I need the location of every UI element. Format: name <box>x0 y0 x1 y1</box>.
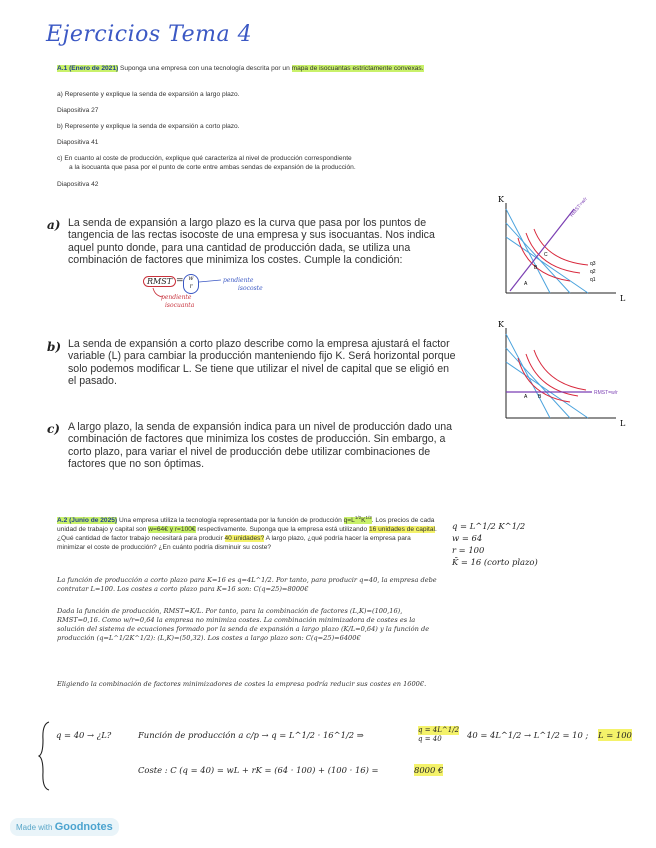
hand-result: 40 = 4L^1/2 → L^1/2 = 10 ; <box>467 730 589 740</box>
red-note-2: isocuanta <box>165 302 195 309</box>
answer-a-letter: a) <box>47 218 61 232</box>
point-a: A <box>524 394 528 400</box>
isocost-line <box>506 334 550 418</box>
point-b: B <box>534 265 538 271</box>
red-note-1: pendiente <box>161 294 192 301</box>
a1-label: A.1 (Enero de 2021) <box>57 65 119 72</box>
goodnotes-badge[interactable] <box>10 818 119 836</box>
q1-label: q1 <box>590 277 596 283</box>
isoquant-curve <box>534 229 588 265</box>
a2-units: 40 unidades? <box>224 535 265 543</box>
a2-function: $q=L^{1/2}K^{1/2}$ <box>343 515 372 525</box>
side-k: K̄ = 16 (corto plazo) <box>452 557 538 567</box>
blue-note-2: isocoste <box>238 285 263 292</box>
graph2-rmst: RMST=w/r <box>594 390 618 396</box>
a2-label: A.2 (Junio de 2025) <box>57 517 118 525</box>
a1-question-c-line2: a la isocuanta que pasa por el punto de corte entre ambas sendas de expansión de la producción. <box>69 164 356 171</box>
a2-part3: respectivamente. Suponga que la empresa está utilizando <box>195 526 369 534</box>
isocost-line <box>506 237 588 293</box>
w-symbol: w <box>188 275 194 282</box>
side-function: q = L^1/2 K^1/2 <box>452 521 526 531</box>
a1-slide-b: Diapositiva 41 <box>57 139 99 146</box>
graph1-l-axis: L <box>620 294 626 303</box>
hand-cost: Coste : C (q = 40) = wL + rK = (64 · 100) + (100 · 16) = <box>138 765 379 775</box>
a2-function-text: q=L <box>343 517 355 525</box>
a1-intro: Suponga una empresa con una tecnología descrita por un <box>118 65 292 72</box>
side-r: r = 100 <box>452 545 485 555</box>
answer-a-text: La senda de expansión a largo plazo es la curva que pasa por los puntos de tangencia de las rectas isocoste de una empresa y sus isocuantas. Nos indica aquel punto donde, para una cantidad de producción dada, se utiliza una combinación de factores que minimiza los costes. Cumple la condición: <box>68 217 435 267</box>
a2-part1: Una empresa utiliza la tecnología representada por la función de producción <box>117 517 344 525</box>
graph2-l-axis: L <box>620 419 626 428</box>
answer-b-letter: b) <box>47 340 62 354</box>
a1-question-a: a) Represente y explique la senda de expansión a largo plazo. <box>57 91 240 98</box>
r-symbol: r <box>189 283 193 290</box>
point-c: C <box>544 252 548 258</box>
isocost-line <box>506 209 550 293</box>
a2-response-1: La función de producción a corto plazo para K=16 es q=4L^1/2. Por tanto, para producir q=40, la empresa debe contratar L=100. Los costes a corto plazo para K=16 son: C(q=25)=8000€ <box>57 576 437 593</box>
a2-statement <box>57 513 439 552</box>
hand-total: 8000 € <box>414 765 444 775</box>
answer-b-text: La senda de expansión a corto plazo describe como la empresa ajustará el factor variable (L) para cambiar la producción manteniendo fijo K. Será horizontal porque solo podemos modificar L. Se tiene que utilizar el nivel de capital que se eligió en el pasado. <box>68 338 456 388</box>
hand-question: q = 40 → ¿L? <box>56 730 112 740</box>
long-run-expansion-graph <box>488 193 638 305</box>
a2-part2: . Los precios de cada unidad de trabajo y capital son <box>57 517 435 534</box>
system-line2: q = 40 <box>418 735 442 743</box>
blue-note-1: pendiente <box>223 277 254 284</box>
side-notes <box>452 520 538 568</box>
badge-brand: Goodnotes <box>54 821 113 833</box>
short-run-expansion-graph <box>488 318 638 433</box>
brace <box>38 720 52 792</box>
graph2-k-axis: K <box>498 320 504 329</box>
a2-part5: A largo plazo, ¿qué podría hacer la empresa para minimizar el coste de producción? ¿En cuánto podría disminuir su coste? <box>57 535 411 552</box>
answer-c-text: A largo plazo, la senda de expansión indica para un nivel de producción dado una combinación de factores que minimiza los costes de producción. Sin embargo, a corto plazo, para variar el nivel de producción debe utilizar combinaciones de factores que no son óptimas. <box>68 421 453 471</box>
a1-intro-highlight: mapa de isocuantas estrictamente convexas. <box>291 65 424 72</box>
point-b: B <box>538 394 542 400</box>
a2-prices: w=64€ y r=100€ <box>148 526 196 534</box>
badge-made: Made with <box>16 823 53 832</box>
system-line1: q = 4L^1/2 <box>418 726 460 734</box>
graph1-k-axis: K <box>498 195 504 204</box>
side-w: w = 64 <box>452 533 483 543</box>
rmst-label: RMST <box>143 276 176 287</box>
a1-question-b: b) Represente y explique la senda de expansión a corto plazo. <box>57 123 240 130</box>
a1-slide-a: Diapositiva 27 <box>57 107 99 114</box>
a2-response-3: Eligiendo la combinación de factores minimizadores de costes la empresa podría reducir sus costes en 1600€. <box>57 680 427 688</box>
point-a: A <box>524 281 528 287</box>
q3-label: q3 <box>590 261 596 267</box>
q2-label: q2 <box>590 269 596 275</box>
a1-question-c-line1: c) En cuanto al coste de producción, explique qué caracteriza al nivel de producción correspondiente <box>57 155 352 162</box>
a1-statement <box>57 64 452 73</box>
graph1-rmst: RMST=w/r <box>568 196 589 219</box>
isoquant-curve <box>534 350 586 390</box>
hand-function: Función de producción a c/p → q = L^1/2 · 16^1/2 ⇒ <box>138 730 364 740</box>
condition-arrows <box>143 274 303 314</box>
a2-response-2: Dada la función de producción, RMST=K/L. Por tanto, para la combinación de factores (L,K)=(100,16), RMST=0,16. Como w/r=0,64 la empresa no minimiza costes. La combinación minimizadora de costes es la solución del sistema de ecuaciones formado por la senda de expansión a largo plazo (K/L=0,64) y la función de producción (q=L^1/2K^1/2): (L,K)=(50,32). Los costes a largo plazo son: C(q=25)=6400€ <box>57 607 430 642</box>
a1-slide-c: Diapositiva 42 <box>57 181 99 188</box>
isocost-line <box>506 362 588 418</box>
rmst-condition <box>143 274 303 314</box>
answer-c-letter: c) <box>47 422 60 436</box>
hand-l100: L = 100 <box>598 730 632 740</box>
rmst-equals: = <box>176 276 184 286</box>
hand-system <box>418 726 459 744</box>
a2-capital: 16 unidades de capital <box>368 526 435 534</box>
a2-part4: . ¿Qué cantidad de factor trabajo necesitará para producir <box>57 526 437 543</box>
page-title: Ejercicios Tema 4 <box>46 22 253 47</box>
isoquant-curve <box>526 354 578 396</box>
